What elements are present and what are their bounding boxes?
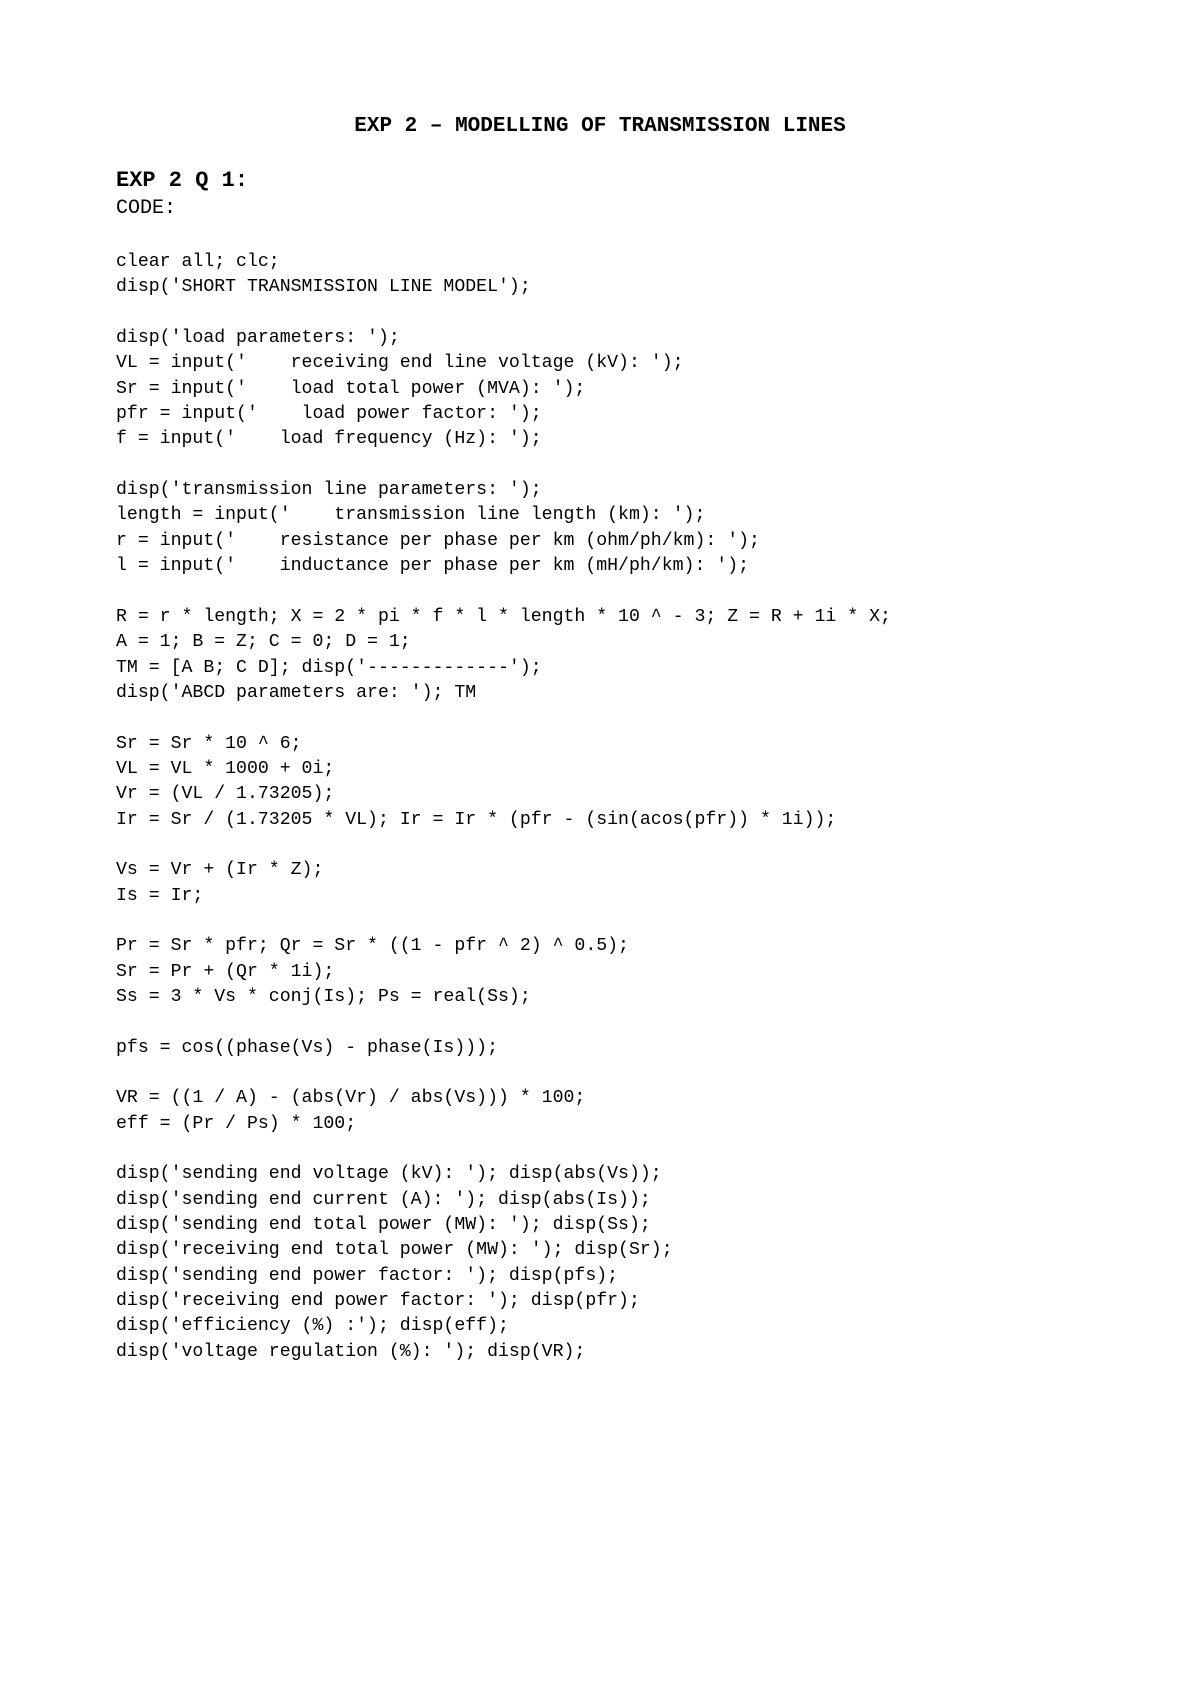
code-line: Pr = Sr * pfr; Qr = Sr * ((1 - pfr ^ 2) ^ 0.5);: [116, 936, 629, 957]
code-line: eff = (Pr / Ps) * 100;: [116, 1113, 357, 1134]
code-line: clear all; clc;: [116, 252, 280, 272]
code-line: Ir = Sr / (1.73205 * VL); Ir = Ir * (pfr - (sin(acos(pfr)) * 1i));: [116, 809, 837, 830]
code-line: [116, 301, 1176, 326]
code-line: [116, 453, 1176, 478]
code-line: Sr = input(' load total power (MVA): ');: [116, 378, 586, 399]
code-line: [116, 1137, 1176, 1162]
code-block: [116, 250, 1176, 1365]
code-line: disp('voltage regulation (%): '); disp(VR);: [116, 1341, 586, 1362]
code-line: disp('sending end voltage (kV): '); disp(abs(Vs));: [116, 1164, 662, 1185]
code-line: VL = VL * 1000 + 0i;: [116, 758, 335, 779]
code-line: [116, 579, 1176, 604]
code-line: disp('sending end total power (MW): '); disp(Ss);: [116, 1215, 651, 1236]
code-line: Sr = Pr + (Qr * 1i);: [116, 961, 335, 982]
code-line: A = 1; B = Z; C = 0; D = 1;: [116, 632, 411, 653]
code-line: [116, 909, 1176, 934]
code-line: disp('sending end current (A): '); disp(abs(Is));: [116, 1189, 651, 1210]
code-line: [116, 1010, 1176, 1035]
document-title: EXP 2 – MODELLING OF TRANSMISSION LINES: [354, 115, 846, 138]
code-line: disp('efficiency (%) :'); disp(eff);: [116, 1316, 509, 1337]
code-line: disp('ABCD parameters are: '); TM: [116, 682, 477, 703]
code-line: disp('receiving end power factor: '); disp(pfr);: [116, 1291, 640, 1312]
code-line: [116, 1061, 1176, 1086]
code-line: pfr = input(' load power factor: ');: [116, 404, 542, 425]
code-line: l = input(' inductance per phase per km (mH/ph/km): ');: [116, 556, 750, 577]
code-line: [116, 706, 1176, 731]
code-line: r = input(' resistance per phase per km (ohm/ph/km): ');: [116, 530, 760, 551]
code-line: disp('load parameters: ');: [116, 328, 400, 349]
code-line: Sr = Sr * 10 ^ 6;: [116, 733, 302, 754]
code-line: R = r * length; X = 2 * pi * f * l * length * 10 ^ - 3; Z = R + 1i * X;: [116, 606, 891, 627]
code-line: VL = input(' receiving end line voltage (kV): ');: [116, 353, 684, 374]
code-line: Vr = (VL / 1.73205);: [116, 784, 335, 805]
code-line: pfs = cos((phase(Vs) - phase(Is)));: [116, 1037, 498, 1058]
code-line: [116, 833, 1176, 858]
code-line: disp('receiving end total power (MW): '); disp(Sr);: [116, 1240, 673, 1261]
code-line: length = input(' transmission line length (km): ');: [116, 505, 706, 526]
code-line: Ss = 3 * Vs * conj(Is); Ps = real(Ss);: [116, 986, 531, 1007]
code-line: VR = ((1 / A) - (abs(Vr) / abs(Vs))) * 100;: [116, 1088, 586, 1109]
code-line: Vs = Vr + (Ir * Z);: [116, 860, 324, 881]
code-line: Is = Ir;: [116, 885, 204, 906]
code-label: CODE:: [116, 197, 177, 220]
code-line: disp('SHORT TRANSMISSION LINE MODEL');: [116, 277, 531, 298]
code-line: f = input(' load frequency (Hz): ');: [116, 429, 542, 450]
code-line: TM = [A B; C D]; disp('-------------');: [116, 657, 542, 678]
code-line: disp('sending end power factor: '); disp(pfs);: [116, 1265, 619, 1286]
question-heading: EXP 2 Q 1:: [116, 168, 249, 193]
code-line: disp('transmission line parameters: ');: [116, 480, 542, 501]
